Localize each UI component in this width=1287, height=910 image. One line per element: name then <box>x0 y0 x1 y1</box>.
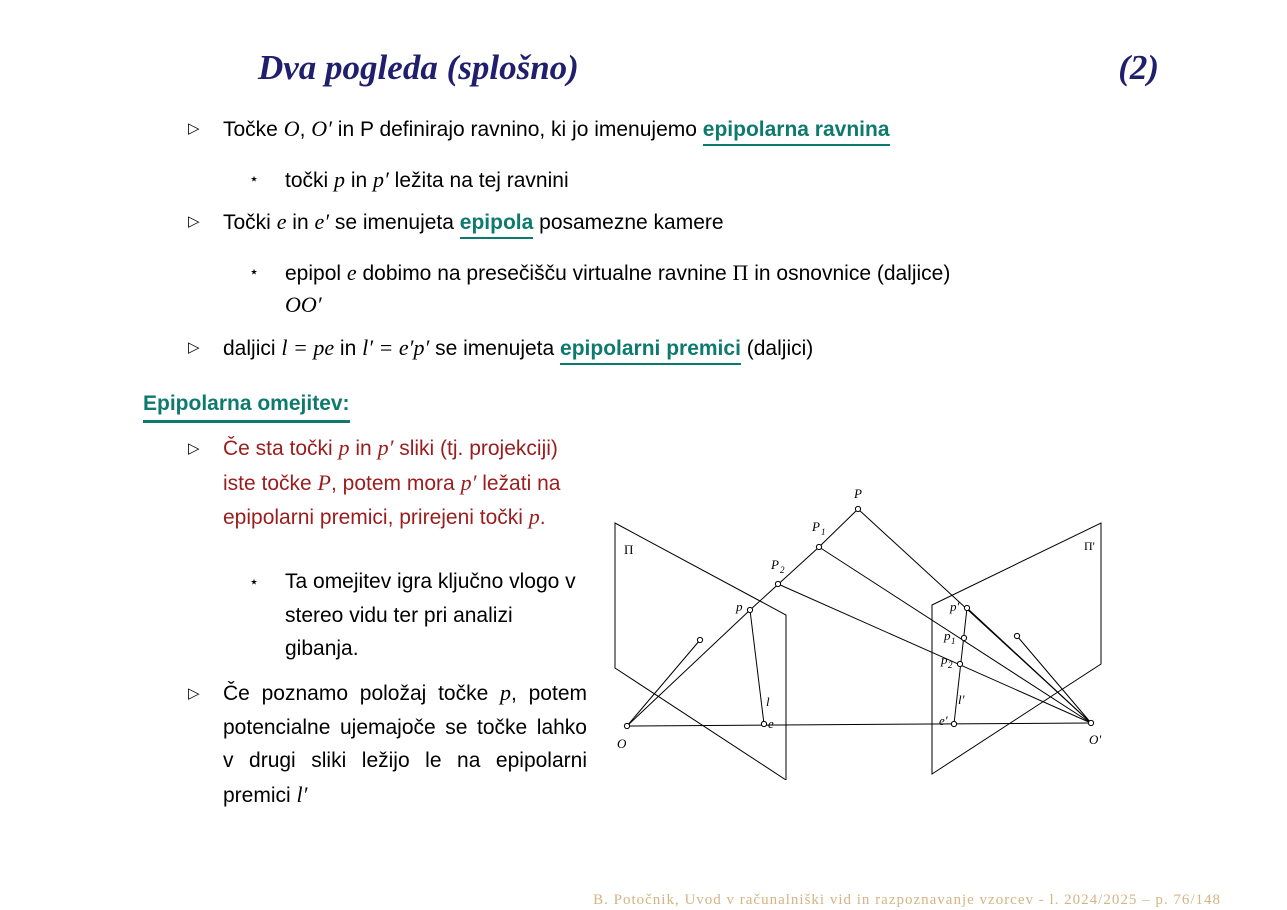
ray-right-p2 <box>778 584 1091 723</box>
point-P1 <box>816 544 821 549</box>
star-bullet-icon: ⋆ <box>249 264 260 281</box>
ray-right-pprime <box>967 608 1091 723</box>
label-p1-prime: p <box>944 628 951 643</box>
term-epipolar-lines: epipolarni premici <box>560 337 741 365</box>
point-O <box>624 723 629 728</box>
point-p <box>747 607 752 612</box>
ray-right-p1 <box>819 547 1091 723</box>
item-epipolar-plane: Točke O, O′ in P definirajo ravnino, ki jo imenujemo epipolarna ravnina <box>223 112 890 146</box>
label-p1-prime-sub: 1 <box>951 636 956 646</box>
right-image-plane <box>932 523 1101 774</box>
point-e-prime <box>951 721 956 726</box>
item-epipoles: Točki e in e′ se imenujeta epipola posamezne kamere <box>223 205 724 239</box>
left-image-plane <box>615 523 786 780</box>
label-e-prime: e' <box>939 713 948 728</box>
slide-title: Dva pogleda (splošno) <box>258 48 579 87</box>
label-p2-prime-sub: 2 <box>948 660 953 670</box>
point-right-dot <box>1014 633 1019 638</box>
label-p: p <box>736 599 743 614</box>
point-left-dot <box>697 637 702 642</box>
constraint-search-statement: Če poznamo položaj točke p, potem potencialne ujemajoče se točke lahko v drugi sliki ležijo le na epipolarni premici l′ <box>223 680 587 807</box>
label-pi-left: Π <box>624 542 634 557</box>
subitem-epipole-definition: epipol e dobimo na presečišču virtualne ravnine Π in osnovnice (daljice) <box>285 260 951 285</box>
subitem-points-on-plane: točki p in p′ ležita na tej ravnini <box>285 167 569 192</box>
slide-number: (2) <box>1118 48 1159 87</box>
label-P2-sub: 2 <box>780 565 785 575</box>
point-p1-prime <box>961 635 966 640</box>
constraint-statement: Če sta točki p in p′ sliki (tj. projekciji) iste točke P, potem mora p′ ležati na epipolarni premici, prirejeni točki p. <box>223 435 561 529</box>
label-pi-right: Π' <box>1084 539 1095 553</box>
subitem-baseline-symbol: OO′ <box>285 292 322 317</box>
label-l-prime: l' <box>958 692 965 707</box>
label-l: l <box>766 694 770 709</box>
term-epipolar-plane: epipolarna ravnina <box>703 118 890 146</box>
point-p2-prime <box>957 661 962 666</box>
epipolar-line-left <box>750 610 764 724</box>
label-P1: P <box>812 519 820 534</box>
triangle-bullet-icon: ▷ <box>188 339 200 356</box>
label-O-prime: O' <box>1089 732 1102 747</box>
item-epipolar-lines: daljici l = pe in l′ = e′p′ se imenujeta epipolarni premici (daljici) <box>223 331 813 365</box>
baseline <box>627 723 1091 726</box>
ray-left-p <box>627 610 750 726</box>
constraint-importance: Ta omejitev igra ključno vlogo v stereo vidu ter pri analizi gibanja. <box>285 570 576 660</box>
point-p-prime <box>964 605 969 610</box>
triangle-bullet-icon: ▷ <box>188 440 200 457</box>
section-heading: Epipolarna omejitev: <box>143 392 350 423</box>
label-p-prime: p' <box>950 599 960 614</box>
slide-footer: B. Potočnik, Uvod v računalniški vid in razpoznavanje vzorcev - l. 2024/2025 – p. 76/148 <box>593 892 1221 908</box>
point-P <box>855 506 860 511</box>
star-bullet-icon: ⋆ <box>249 574 260 591</box>
triangle-bullet-icon: ▷ <box>188 213 200 230</box>
label-P1-sub: 1 <box>821 527 826 537</box>
label-P2: P <box>771 557 779 572</box>
label-O: O <box>617 736 627 751</box>
point-O-prime <box>1088 720 1093 725</box>
epipolar-geometry-figure <box>605 480 1115 780</box>
label-p2-prime: p <box>941 652 948 667</box>
triangle-bullet-icon: ▷ <box>188 685 200 702</box>
triangle-bullet-icon: ▷ <box>188 120 200 137</box>
point-e <box>761 721 766 726</box>
ray-right-dot <box>1017 636 1091 723</box>
star-bullet-icon: ⋆ <box>249 171 260 188</box>
label-P: P <box>854 486 862 501</box>
point-P2 <box>775 581 780 586</box>
term-epipole: epipola <box>460 211 534 239</box>
label-e: e <box>768 716 774 731</box>
ray-p-to-p1 <box>750 547 819 610</box>
